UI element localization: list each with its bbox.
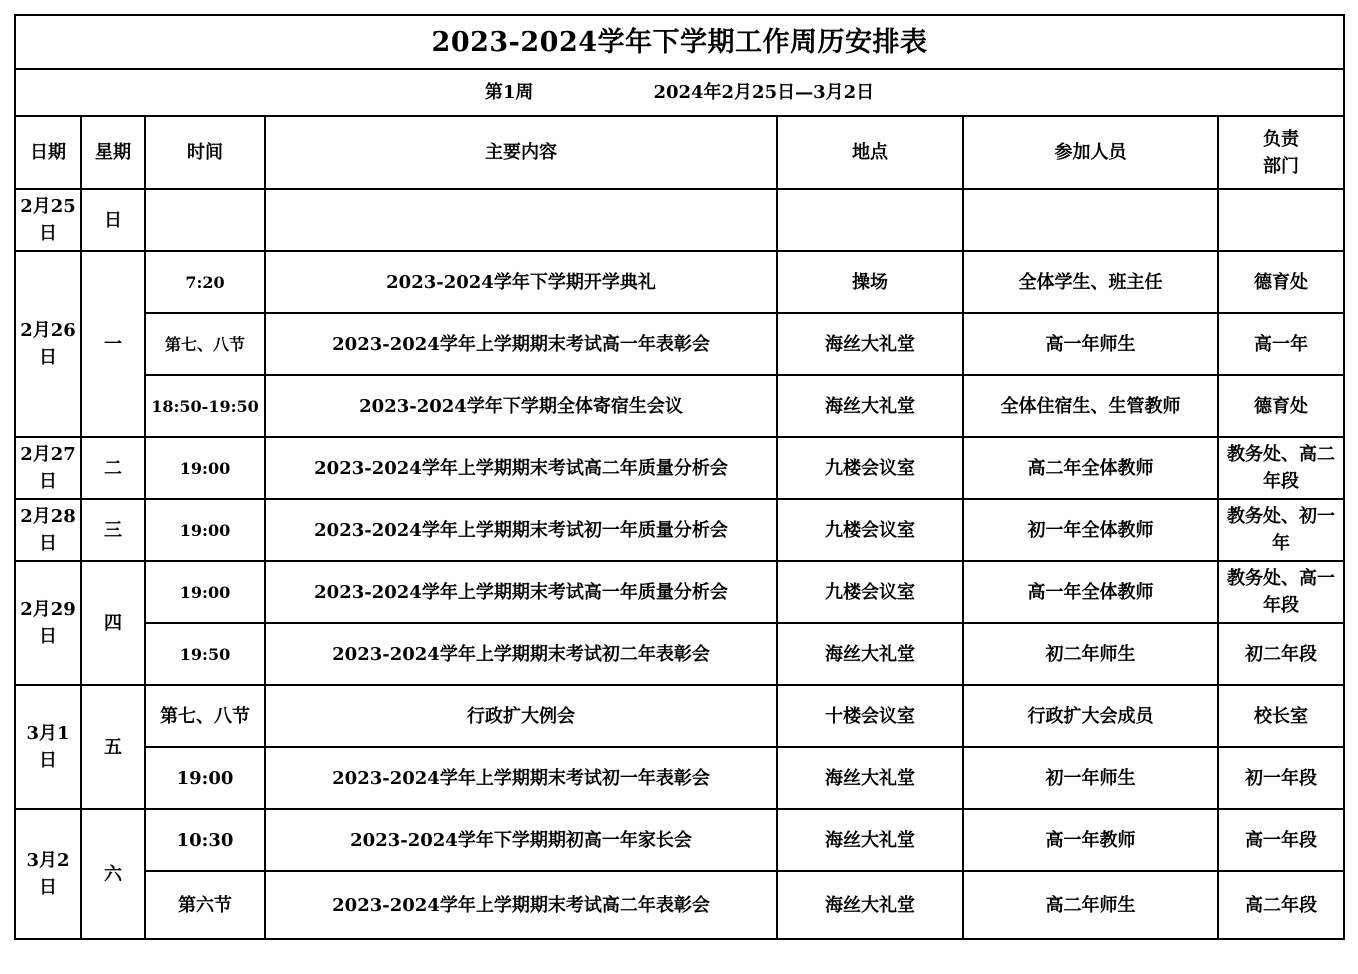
location-cell: 海丝大礼堂 [777,871,963,939]
participants-cell: 高二年师生 [963,871,1218,939]
location-cell: 海丝大礼堂 [777,375,963,437]
dept-cell: 高二年段 [1218,871,1344,939]
location-cell: 操场 [777,251,963,313]
table-row [15,437,1344,499]
weekday-cell: 二 [81,437,145,499]
dept-cell: 教务处、高一 年段 [1218,561,1344,623]
participants-cell: 初一年全体教师 [963,499,1218,561]
time-cell: 10:30 [145,809,265,871]
time-cell: 19:00 [145,437,265,499]
time-cell: 第六节 [145,871,265,939]
dept-cell [1218,189,1344,251]
participants-cell: 行政扩大会成员 [963,685,1218,747]
dept-cell: 教务处、高二 年段 [1218,437,1344,499]
header-location: 地点 [777,116,963,189]
table-row [15,561,1344,623]
dept-cell: 初一年段 [1218,747,1344,809]
header-time: 时间 [145,116,265,189]
participants-cell: 高一年师生 [963,313,1218,375]
date-cell: 2月25 日 [15,189,81,251]
participants-cell: 高二年全体教师 [963,437,1218,499]
date-cell: 3月1日 [15,685,81,809]
location-cell: 九楼会议室 [777,499,963,561]
content-cell: 2023-2024学年上学期期末考试初一年表彰会 [265,747,777,809]
location-cell: 十楼会议室 [777,685,963,747]
location-cell: 海丝大礼堂 [777,809,963,871]
time-cell: 第七、八节 [145,313,265,375]
time-cell: 19:00 [145,499,265,561]
table-row [15,871,1344,939]
location-cell: 海丝大礼堂 [777,313,963,375]
dept-cell: 初二年段 [1218,623,1344,685]
dept-cell: 校长室 [1218,685,1344,747]
header-participants: 参加人员 [963,116,1218,189]
date-cell: 3月2日 [15,809,81,939]
schedule-table [14,14,1345,940]
content-cell: 2023-2024学年上学期期末考试高二年表彰会 [265,871,777,939]
weekday-cell: 五 [81,685,145,809]
content-cell: 2023-2024学年上学期期末考试高二年质量分析会 [265,437,777,499]
content-cell: 2023-2024学年上学期期末考试初一年质量分析会 [265,499,777,561]
dept-cell: 教务处、初一 年 [1218,499,1344,561]
time-cell [145,189,265,251]
date-cell: 2月27 日 [15,437,81,499]
participants-cell: 全体住宿生、生管教师 [963,375,1218,437]
date-cell: 2月26 日 [15,251,81,437]
table-row [15,623,1344,685]
week-info [15,69,1344,116]
content-cell: 行政扩大例会 [265,685,777,747]
dept-cell: 德育处 [1218,251,1344,313]
location-cell: 海丝大礼堂 [777,623,963,685]
participants-cell: 高一年教师 [963,809,1218,871]
time-cell: 19:00 [145,747,265,809]
table-row [15,809,1344,871]
header-weekday: 星期 [81,116,145,189]
participants-cell [963,189,1218,251]
participants-cell: 初一年师生 [963,747,1218,809]
time-cell: 18:50-19:50 [145,375,265,437]
date-cell: 2月28 日 [15,499,81,561]
table-row [15,189,1344,251]
content-cell: 2023-2024学年上学期期末考试初二年表彰会 [265,623,777,685]
time-cell: 7:20 [145,251,265,313]
header-row [15,116,1344,189]
table-row [15,685,1344,747]
time-cell: 第七、八节 [145,685,265,747]
participants-cell: 全体学生、班主任 [963,251,1218,313]
content-cell: 2023-2024学年下学期期初高一年家长会 [265,809,777,871]
table-row [15,375,1344,437]
content-cell: 2023-2024学年上学期期末考试高一年质量分析会 [265,561,777,623]
dept-cell: 德育处 [1218,375,1344,437]
date-cell: 2月29 日 [15,561,81,685]
location-cell: 九楼会议室 [777,437,963,499]
weekday-cell: 一 [81,251,145,437]
header-date: 日期 [15,116,81,189]
header-dept: 负责 部门 [1218,116,1344,189]
content-cell [265,189,777,251]
location-cell: 九楼会议室 [777,561,963,623]
dept-cell: 高一年 [1218,313,1344,375]
page-title: 2023-2024学年下学期工作周历安排表 [15,15,1344,69]
location-cell [777,189,963,251]
content-cell: 2023-2024学年上学期期末考试高一年表彰会 [265,313,777,375]
participants-cell: 初二年师生 [963,623,1218,685]
week-range: 2024年2月25日—3月2日 [653,82,875,103]
week-label: 第1周 [484,82,534,103]
table-row [15,313,1344,375]
participants-cell: 高一年全体教师 [963,561,1218,623]
time-cell: 19:50 [145,623,265,685]
header-content: 主要内容 [265,116,777,189]
weekday-cell: 三 [81,499,145,561]
content-cell: 2023-2024学年下学期全体寄宿生会议 [265,375,777,437]
dept-cell: 高一年段 [1218,809,1344,871]
table-row [15,747,1344,809]
table-row [15,499,1344,561]
content-cell: 2023-2024学年下学期开学典礼 [265,251,777,313]
weekday-cell: 四 [81,561,145,685]
time-cell: 19:00 [145,561,265,623]
table-row [15,251,1344,313]
weekday-cell: 日 [81,189,145,251]
location-cell: 海丝大礼堂 [777,747,963,809]
weekday-cell: 六 [81,809,145,939]
